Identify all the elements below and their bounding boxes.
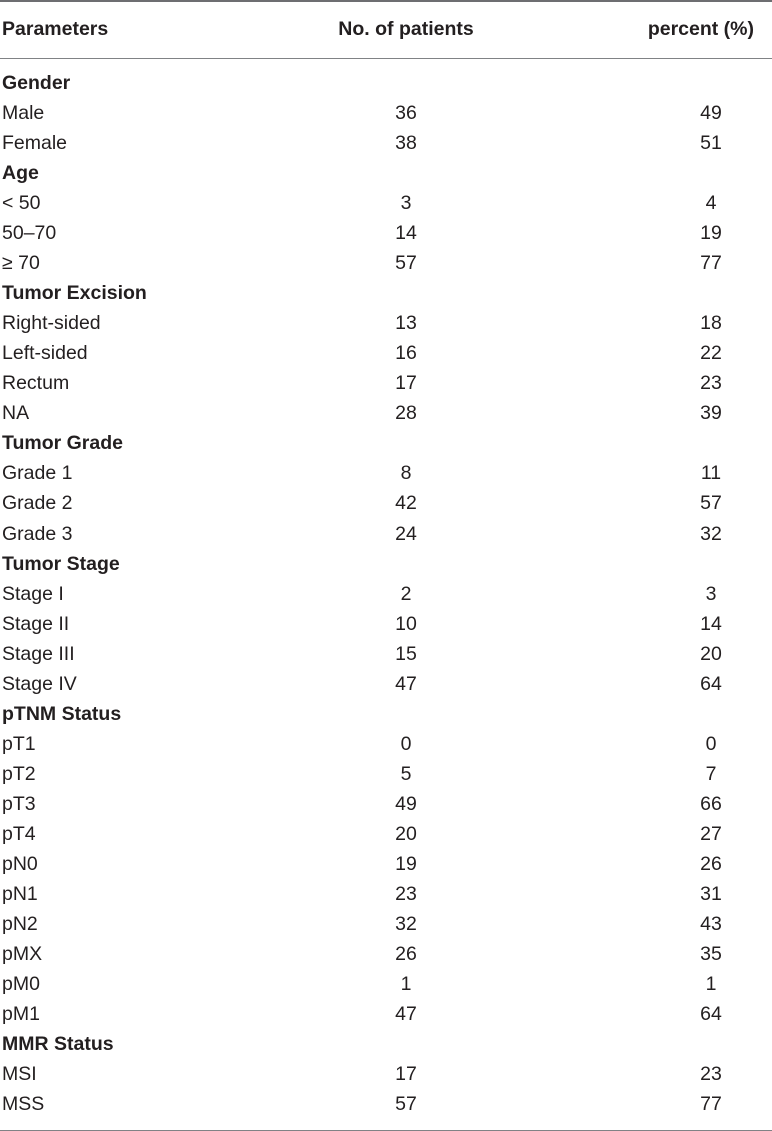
patients-count: 13 [395,312,417,335]
percent-value: 0 [705,732,717,755]
table-row [0,98,772,128]
patients-count: 1 [400,972,412,995]
table-row [0,338,772,368]
group-label: MMR Status [2,1033,114,1055]
patients-count: 8 [400,462,412,485]
patients-count: 28 [395,402,417,425]
patients-count: 47 [395,672,417,695]
percent-value: 23 [700,372,722,395]
patients-count: 57 [395,252,417,275]
parameter-label: pT2 [2,762,36,785]
table-row [0,1089,772,1119]
group-header-row [0,549,772,579]
parameter-label: Grade 3 [2,522,73,545]
patients-count: 19 [395,852,417,875]
percent-value: 18 [700,312,722,335]
patients-count: 3 [400,192,412,215]
table-row [0,849,772,879]
percent-value: 32 [700,522,722,545]
patients-count: 14 [395,222,417,245]
table-row [0,789,772,819]
table-row [0,579,772,609]
table-row [0,729,772,759]
patients-count: 5 [400,762,412,785]
percent-value: 22 [700,342,722,365]
parameter-label: Stage IV [2,672,77,695]
patients-count: 42 [395,492,417,515]
percent-value: 3 [705,582,717,605]
patients-count: 20 [395,822,417,845]
patients-count: 16 [395,342,417,365]
table-row [0,1059,772,1089]
patients-count: 17 [395,1063,417,1085]
parameter-label: pM0 [2,972,40,995]
group-label: pTNM Status [2,702,122,725]
table-row [0,999,772,1029]
table-row [0,488,772,518]
group-header-row [0,1029,772,1059]
group-label: Age [2,162,39,185]
patients-count: 23 [395,882,417,905]
header-no-of-patients: No. of patients [338,18,474,40]
percent-value: 35 [700,942,722,965]
parameter-label: < 50 [2,192,41,215]
parameter-label: Stage II [2,612,70,635]
patients-count: 15 [395,642,417,665]
patients-count: 47 [395,1002,417,1025]
group-label: Tumor Excision [2,282,147,305]
group-header-row [0,68,772,98]
table-row [0,308,772,338]
patients-count: 32 [395,912,417,935]
percent-value: 64 [700,672,722,695]
percent-value: 23 [700,1063,722,1085]
percent-value: 11 [700,462,722,485]
parameter-label: Grade 1 [2,462,73,485]
parameter-label: NA [2,402,30,425]
patients-count: 57 [395,1093,417,1115]
parameter-label: pM1 [2,1002,40,1025]
parameter-label: Left-sided [2,342,88,365]
parameter-label: pN1 [2,882,38,905]
parameter-label: Stage III [2,642,75,665]
parameter-label: 50–70 [2,222,57,245]
parameter-label: MSS [2,1093,45,1115]
parameter-label: Rectum [2,372,70,395]
percent-value: 19 [700,222,722,245]
table-row [0,879,772,909]
group-header-row [0,428,772,458]
percent-value: 39 [700,402,722,425]
patients-count: 2 [400,582,412,605]
group-header-row [0,278,772,308]
table-row [0,458,772,488]
parameter-label: pT3 [2,792,36,815]
table-row [0,669,772,699]
patients-count: 38 [395,132,417,155]
parameter-label: pMX [2,942,43,965]
patients-count: 0 [400,732,412,755]
table-row [0,398,772,428]
parameter-label: Male [2,102,45,124]
parameter-label: pT1 [2,732,36,755]
parameter-label: MSI [2,1063,37,1085]
table-row [0,969,772,999]
patients-count: 49 [395,792,417,815]
percent-value: 4 [705,192,717,215]
parameter-label: Female [2,132,68,155]
table-top-rule [0,0,772,2]
table-row [0,609,772,639]
table-row [0,188,772,218]
header-parameters: Parameters [2,18,109,40]
patients-count: 26 [395,942,417,965]
parameter-label: pN0 [2,852,38,875]
parameter-label: ≥ 70 [2,252,40,275]
group-label: Tumor Stage [2,552,120,575]
table-row [0,939,772,969]
table-header-rule [0,58,772,59]
percent-value: 57 [700,492,722,515]
parameter-label: Stage I [2,582,64,605]
percent-value: 26 [700,852,722,875]
group-header-row [0,699,772,729]
percent-value: 77 [700,252,722,275]
parameter-label: pT4 [2,822,36,845]
percent-value: 66 [700,792,722,815]
table-row [0,909,772,939]
parameter-label: Grade 2 [2,492,73,515]
percent-value: 43 [700,912,722,935]
percent-value: 51 [700,132,722,155]
percent-value: 20 [700,642,722,665]
percent-value: 27 [700,822,722,845]
patients-count: 24 [395,522,417,545]
percent-value: 77 [700,1093,722,1115]
patients-count: 36 [395,102,417,124]
percent-value: 1 [705,972,717,995]
table-row [0,819,772,849]
percent-value: 49 [700,102,722,124]
group-label: Gender [2,72,71,94]
table-row [0,519,772,549]
table-row [0,128,772,158]
table-row [0,639,772,669]
table-row [0,368,772,398]
parameter-label: Right-sided [2,312,101,335]
percent-value: 31 [700,882,722,905]
group-header-row [0,158,772,188]
table-header-row [0,14,772,44]
parameter-label: pN2 [2,912,38,935]
header-percent: percent (%) [647,18,754,40]
table-row [0,218,772,248]
percent-value: 64 [700,1002,722,1025]
patients-count: 10 [395,612,417,635]
percent-value: 7 [705,762,717,785]
table-row [0,759,772,789]
table-row [0,248,772,278]
group-label: Tumor Grade [2,432,123,455]
percent-value: 14 [700,612,722,635]
patients-count: 17 [395,372,417,395]
